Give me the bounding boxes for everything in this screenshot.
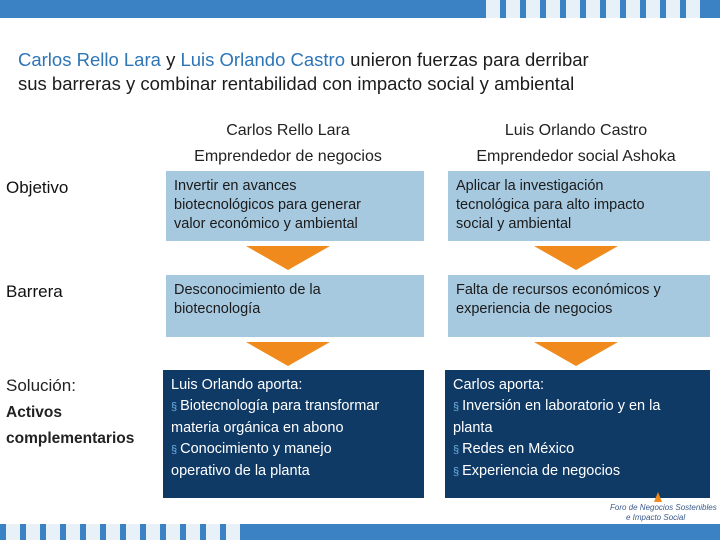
cell-line: Invertir en avances	[174, 178, 297, 194]
list-item	[453, 461, 702, 483]
logo-mark-icon	[654, 492, 662, 502]
bullet-icon: §	[453, 466, 460, 478]
banner-tick	[26, 524, 40, 540]
cell-line: biotecnología	[174, 301, 261, 317]
title-name-carlos: Carlos Rello Lara	[18, 49, 161, 70]
row-label-solucion: Solución:	[6, 376, 76, 395]
column-name: Luis Orlando Castro	[504, 122, 648, 139]
column-name: Carlos Rello Lara	[226, 122, 350, 139]
title-name-luis: Luis Orlando Castro	[180, 49, 345, 70]
banner-tick	[106, 524, 120, 540]
slide-title	[18, 48, 708, 96]
banner-tick	[646, 0, 660, 18]
bullet-icon: §	[171, 401, 178, 413]
barrera-carlos-cell	[166, 275, 424, 337]
banner-tick	[146, 524, 160, 540]
list-item-continued: materia orgánica en abono	[171, 420, 344, 436]
solucion-carlos-aporta-cell	[445, 370, 710, 498]
banner-tick	[606, 0, 620, 18]
logo-line-2: e Impacto Social	[626, 513, 686, 522]
objetivo-carlos-cell	[166, 171, 424, 241]
column-header-luis	[448, 118, 704, 170]
top-banner-bar	[0, 0, 720, 18]
cell-line: biotecnológicos para generar	[174, 197, 362, 213]
banner-tick	[86, 524, 100, 540]
list-item-text: Biotecnología para transformar	[180, 398, 380, 414]
row-label-complementarios: complementarios	[6, 430, 135, 447]
logo-line-1: Foro de Negocios Sostenibles	[610, 503, 717, 512]
list-item-text: Redes en México	[462, 441, 575, 457]
list-item	[453, 439, 702, 461]
list-item-text: Experiencia de negocios	[462, 463, 621, 479]
banner-tick	[46, 524, 60, 540]
banner-tick	[486, 0, 500, 18]
title-line-2: sus barreras y combinar rentabilidad con impacto social y ambiental	[18, 73, 575, 94]
banner-tick	[226, 524, 240, 540]
forum-logo	[606, 492, 716, 522]
banner-tick	[546, 0, 560, 18]
bullet-icon: §	[171, 444, 178, 456]
list-item-continued: operativo de la planta	[171, 463, 310, 479]
list-item-text: Conocimiento y manejo	[180, 441, 332, 457]
bullet-icon: §	[453, 444, 460, 456]
banner-tick	[166, 524, 180, 540]
cell-line: Desconocimiento de la	[174, 282, 321, 298]
banner-tick	[686, 0, 700, 18]
cell-line: Falta de recursos económicos y	[456, 282, 661, 298]
cell-line: social y ambiental	[456, 216, 572, 232]
cell-line: Aplicar la investigación	[456, 178, 604, 194]
banner-tick	[206, 524, 220, 540]
list-item	[171, 396, 416, 418]
column-role: Emprendedor social Ashoka	[476, 148, 676, 165]
title-connector: y	[160, 49, 181, 70]
banner-tick	[666, 0, 680, 18]
row-label-objetivo: Objetivo	[6, 178, 69, 197]
barrera-luis-cell	[448, 275, 710, 337]
cell-heading: Luis Orlando aporta:	[171, 377, 303, 393]
solucion-luis-aporta-cell	[163, 370, 424, 498]
banner-tick	[6, 524, 20, 540]
row-label-barrera: Barrera	[6, 282, 63, 301]
banner-tick	[66, 524, 80, 540]
title-text-end: unieron fuerzas para derribar	[345, 49, 589, 70]
banner-tick	[186, 524, 200, 540]
column-role: Emprendedor de negocios	[194, 148, 382, 165]
banner-tick	[626, 0, 640, 18]
banner-tick	[506, 0, 520, 18]
list-item	[171, 439, 416, 461]
row-label-activos: Activos	[6, 404, 62, 421]
list-item	[453, 396, 702, 418]
objetivo-luis-cell	[448, 171, 710, 241]
banner-tick	[126, 524, 140, 540]
bullet-icon: §	[453, 401, 460, 413]
cell-line: tecnológica para alto impacto	[456, 197, 645, 213]
bottom-banner-bar	[0, 524, 720, 540]
column-header-carlos	[166, 118, 410, 170]
cell-line: valor económico y ambiental	[174, 216, 358, 232]
cell-heading: Carlos aporta:	[453, 377, 545, 393]
banner-tick	[586, 0, 600, 18]
list-item-text: Inversión en laboratorio y en la	[462, 398, 661, 414]
banner-tick	[526, 0, 540, 18]
cell-line: experiencia de negocios	[456, 301, 613, 317]
list-item-continued: planta	[453, 420, 493, 436]
banner-tick	[566, 0, 580, 18]
